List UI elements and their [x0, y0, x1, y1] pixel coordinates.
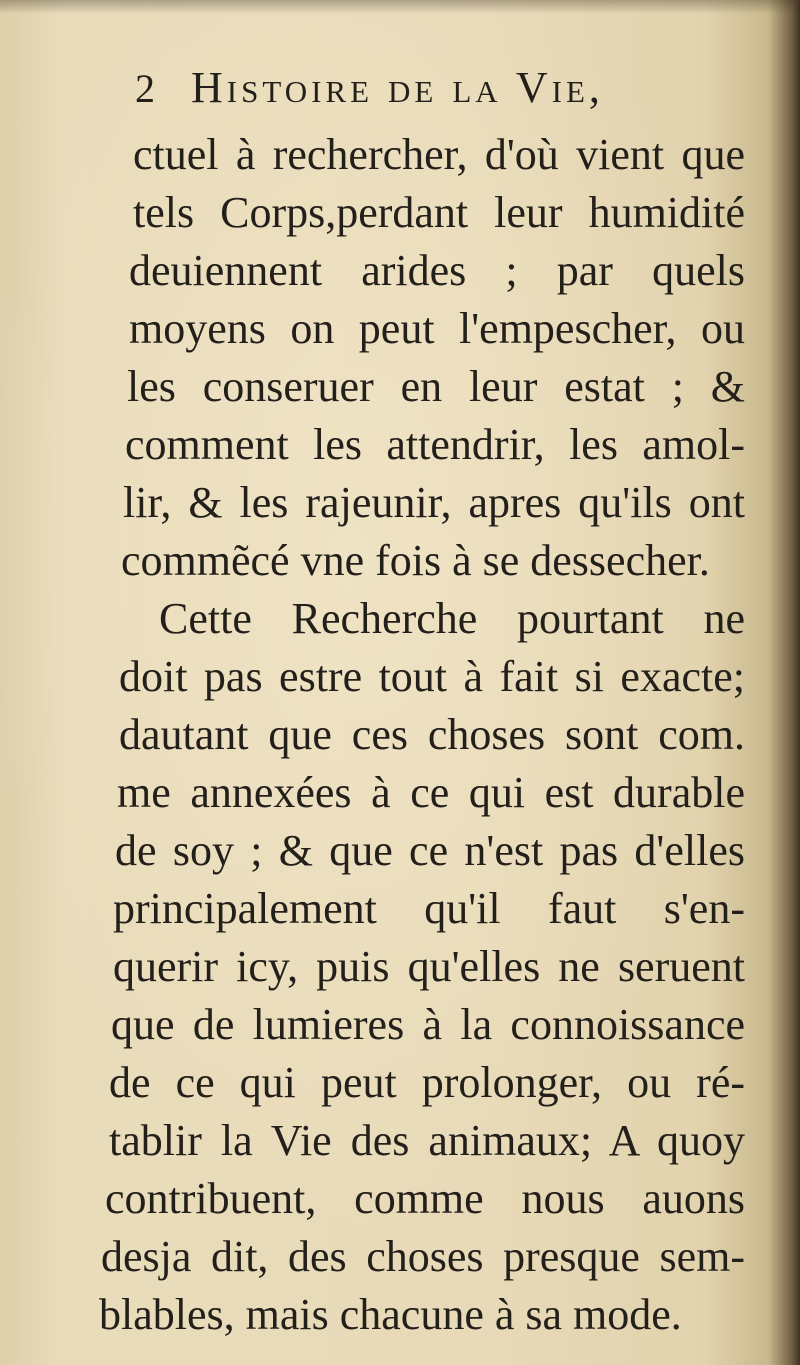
running-head [105, 62, 745, 126]
text-line-16: que de lumieres à la connoissance [111, 1000, 745, 1049]
text-line-19: contribuent, comme nous auons [105, 1174, 745, 1223]
text-line-1: ctuel à rechercher, d'où vient que [133, 130, 745, 179]
text-line-2: tels Corps,perdant leur humidité [133, 188, 745, 237]
text-line-20: desja dit, des choses presque sem- [101, 1232, 745, 1281]
text-line-17: de ce qui peut prolonger, ou ré- [109, 1058, 745, 1107]
text-line-15: querir icy, puis qu'elles ne seruent [113, 942, 745, 991]
text-line-3: deuiennent arides ; par quels [129, 246, 745, 295]
text-line-13: de soy ; & que ce n'est pas d'elles [115, 826, 745, 875]
text-line-5: les conseruer en leur estat ; & [127, 362, 745, 411]
page-number: 2 [135, 66, 156, 111]
text-line-8: commẽcé vne fois à se dessecher. [121, 536, 710, 585]
text-line-14: principalement qu'il faut s'en- [113, 884, 745, 933]
page-text-block [99, 62, 745, 1344]
text-line-12: me annexées à ce qui est durable [117, 768, 745, 817]
text-line-10: doit pas estre tout à fait si exacte; [119, 652, 745, 701]
text-line-21: blables, mais chacune à sa mode. [99, 1290, 682, 1339]
text-line-11: dautant que ces choses sont com. [119, 710, 745, 759]
text-line-6: comment les attendrir, les amol- [125, 420, 745, 469]
text-line-9: Cette Recherche pourtant ne [159, 594, 745, 643]
text-line-7: lir, & les rajeunir, apres qu'ils ont [123, 478, 745, 527]
page-edge-shadow [0, 0, 800, 14]
text-line-4: moyens on peut l'empescher, ou [129, 304, 745, 353]
text-line-18: tablir la Vie des animaux; A quoy [109, 1116, 745, 1165]
running-head-title: Histoire de la Vie, [191, 63, 604, 112]
